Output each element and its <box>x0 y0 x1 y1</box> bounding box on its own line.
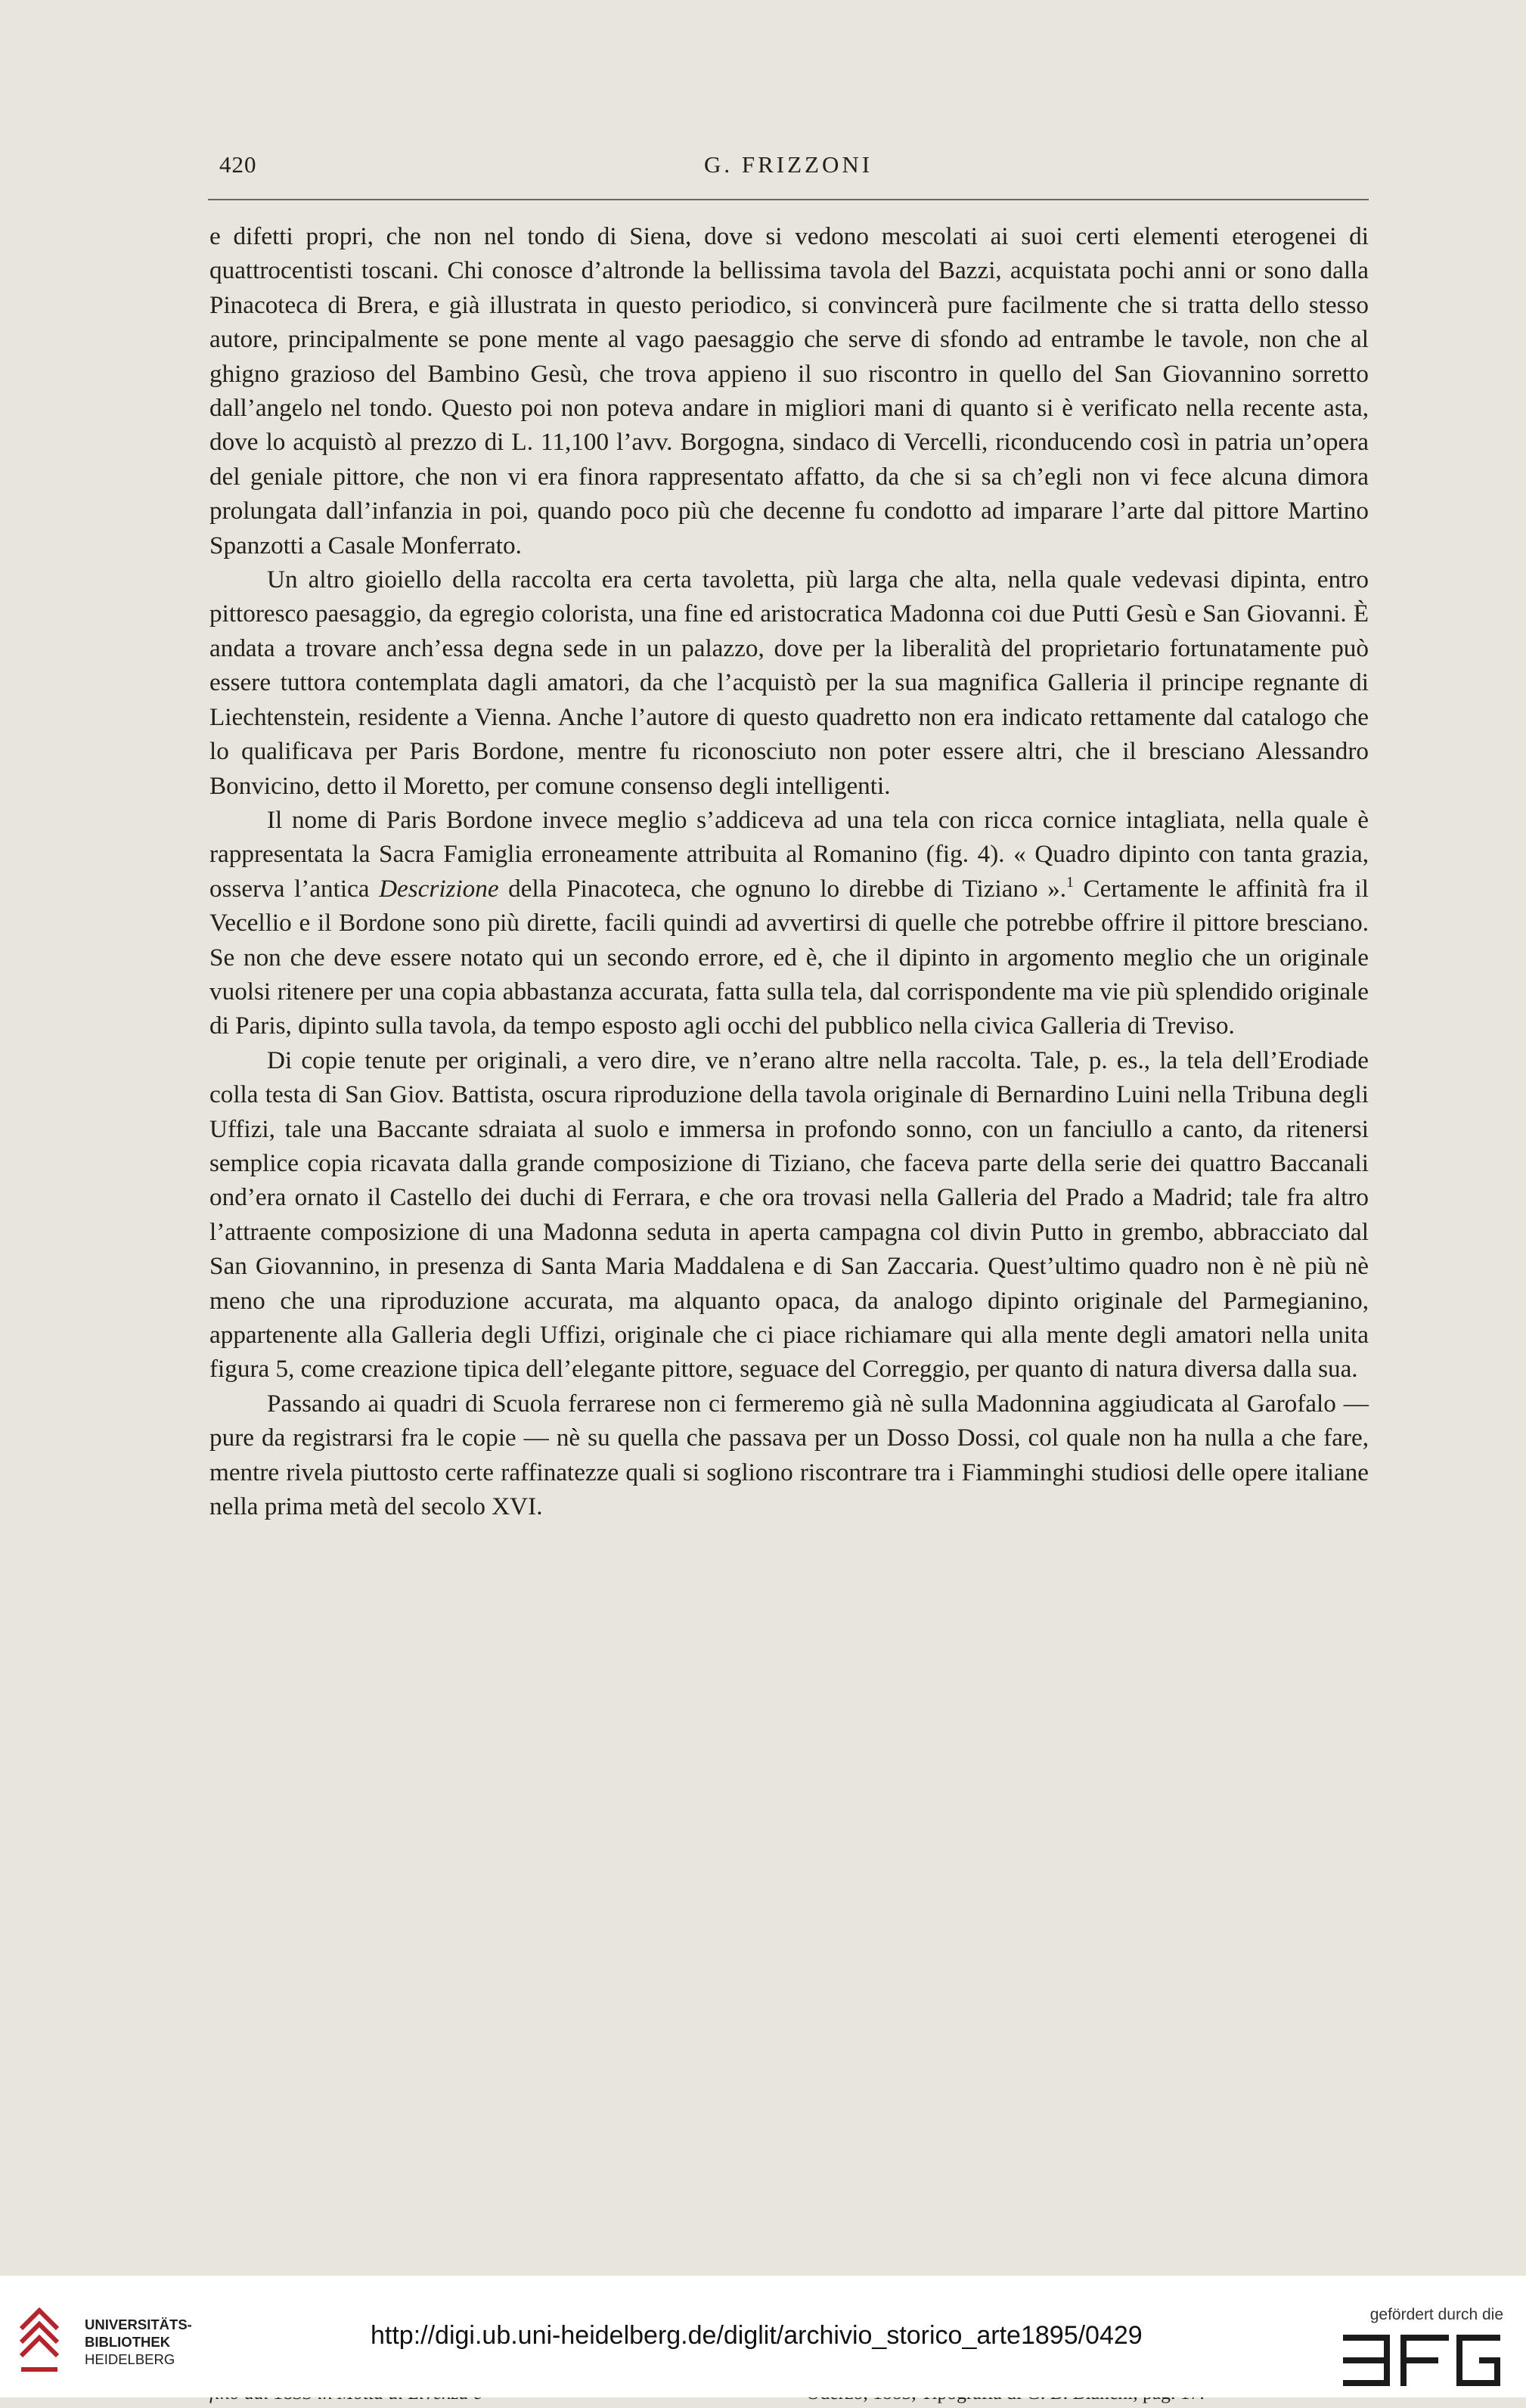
paragraph-3-part-b: della Pinacoteca, che ognuno lo direbbe di Tiziano ». <box>498 874 1067 903</box>
library-name-line-2: BIBLIOTHEK <box>85 2334 171 2350</box>
paragraph-3 <box>209 803 1369 1043</box>
digitization-footer <box>0 2276 1526 2397</box>
paragraph-5: Passando ai quadri di Scuola ferrarese non ci fermeremo già nè sulla Madonnina aggiudicata al Garofalo — pure da registrarsi fra le copie — nè su quella che passava per un Dosso Dossi, col quale non ha nulla a che fare, mentre rivela piuttosto certe raffinatezze quali si sogliono riscontrare tra i Fiamminghi studiosi delle opere italiane nella prima metà del secolo XVI. <box>209 1389 1369 1521</box>
header-rule <box>208 199 1369 200</box>
paragraph-2: Un altro gioiello della raccolta era certa tavoletta, più larga che alta, nella quale vedevasi dipinta, entro pittoresco paesaggio, da egregio colorista, una fine ed aristocratica Madonna coi due Putti Gesù e San Giovanni. È andata a trovare anch’essa degna sede in un palazzo, dove per la liberalità del proprietario fortunatamente può essere tuttora contemplata dagli amatori, da che l’acquistò per la sua magnifica Galleria il principe regnante di Liechtenstein, residente a Vienna. Anche l’autore di questo quadretto non era indicato rettamente dal catalogo che lo qualificava per Paris Bordone, mentre fu riconosciuto non poter essere altri, che il bresciano Alessandro Bonvicino, detto il Moretto, per comune consenso degli intelligenti. <box>209 566 1369 800</box>
library-name <box>85 2316 192 2368</box>
sponsor-caption: gefördert durch die <box>1369 2306 1503 2323</box>
university-library-logo-icon <box>17 2306 62 2374</box>
library-name-line-1: UNIVERSITÄTS- <box>85 2317 192 2332</box>
library-name-line-3: HEIDELBERG <box>85 2351 175 2367</box>
paragraph-1: e difetti propri, che non nel tondo di Siena, dove si vedono mescolati ai suoi certi elementi eterogenei di quattrocentisti toscani. Chi conosce d’altronde la bellissima tavola del Bazzi, acquistata pochi anni or sono dalla Pinacoteca di Brera, e già illustrata in questo periodico, si convincerà pure facilmente che si tratta dello stesso autore, principalmente se pone mente al vago paesaggio che serve di sfondo ad entrambe le tavole, non che al ghigno grazioso del Bambino Gesù, che trova appieno il suo riscontro in quello del San Giovannino sorretto dall’angelo nel tondo. Questo poi non poteva andare in migliori mani di quanto si è verificato nella recente asta, dove lo acquistò al prezzo di L. 11,100 l’avv. Borgogna, sindaco di Vercelli, riconducendo così in patria un’opera del geniale pittore, che non vi era finora rappresentato affatto, da che si sa ch’egli non vi fece alcuna dimora prolungata dall’infanzia in poi, quando poco più che decenne fu condotto ad imparare l’arte dal pittore Martino Spanzotti a Casale Monferrato. <box>209 222 1369 559</box>
footnote-reference: 1 <box>1066 873 1075 891</box>
running-head <box>212 151 1365 184</box>
dfg-logo-text: DFG <box>1343 2390 1345 2391</box>
paragraph-3-part-c: Certamente le affinità fra il Vecellio e il Bordone sono più dirette, facili quindi ad avvertirsi di quelle che potrebbe offrire il pittore bresciano. Se non che deve essere notato qui un secondo errore, ed è, che il dipinto in argomento meglio che un originale vuolsi ritenere per una copia abbastanza accurata, fatta sulla tela, dal corrispondente ma vie più splendido originale di Paris, dipinto sulla tavola, da tempo esposto agli occhi del pubblico nella civica Galleria di Treviso. <box>209 874 1369 1040</box>
permalink-url[interactable]: http://digi.ub.uni-heidelberg.de/diglit/archivio_storico_arte1895/0429 <box>371 2321 1143 2350</box>
page-number: 420 <box>219 151 257 178</box>
article-body <box>209 219 1369 1523</box>
running-head-author: G. FRIZZONI <box>703 151 873 178</box>
paragraph-3-part-a: Il nome di Paris Bordone invece meglio s’addiceva ad una tela con ricca cornice intagliata, nella quale è rappresentata la Sacra Famiglia erroneamente attribuita al Romanino (fig. 4). « Quadro dipinto con tanta grazia, osserva l’antica <box>209 805 1369 903</box>
paragraph-4: Di copie tenute per originali, a vero dire, ve n’erano altre nella raccolta. Tale, p. es., la tela dell’Erodiade colla testa di San Giov. Battista, oscura riproduzione della tavola originale di Bernardino Luini nella Tribuna degli Uffizi, tale una Baccante sdraiata al suolo e immersa in profondo sonno, con un fanciullo a canto, da ritenersi semplice copia ricavata dalla grande composizione di Tiziano, che faceva parte della serie dei quattro Baccanali ond’era ornato il Castello dei duchi di Ferrara, e che ora trovasi nella Galleria del Prado a Madrid; tale fra altro l’attraente composizione di una Madonna seduta in aperta campagna col divin Putto in grembo, abbracciato dal San Giovannino, in presenza di Santa Maria Maddalena e di San Zaccaria. Quest’ultimo quadro non è nè più nè meno che una riproduzione accurata, ma alquanto opaca, da analogo dipinto originale del Parmegianino, appartenente alla Galleria degli Uffizi, originale che ci piace richiamare qui alla mente degli amatori nella unita figura 5, come creazione tipica dell’elegante pittore, seguace del Correggio, per quanto di natura diversa dalla sua. <box>209 1046 1369 1384</box>
dfg-logo-icon <box>1343 2330 1503 2391</box>
paragraph-3-italic: Descrizione <box>379 874 499 903</box>
